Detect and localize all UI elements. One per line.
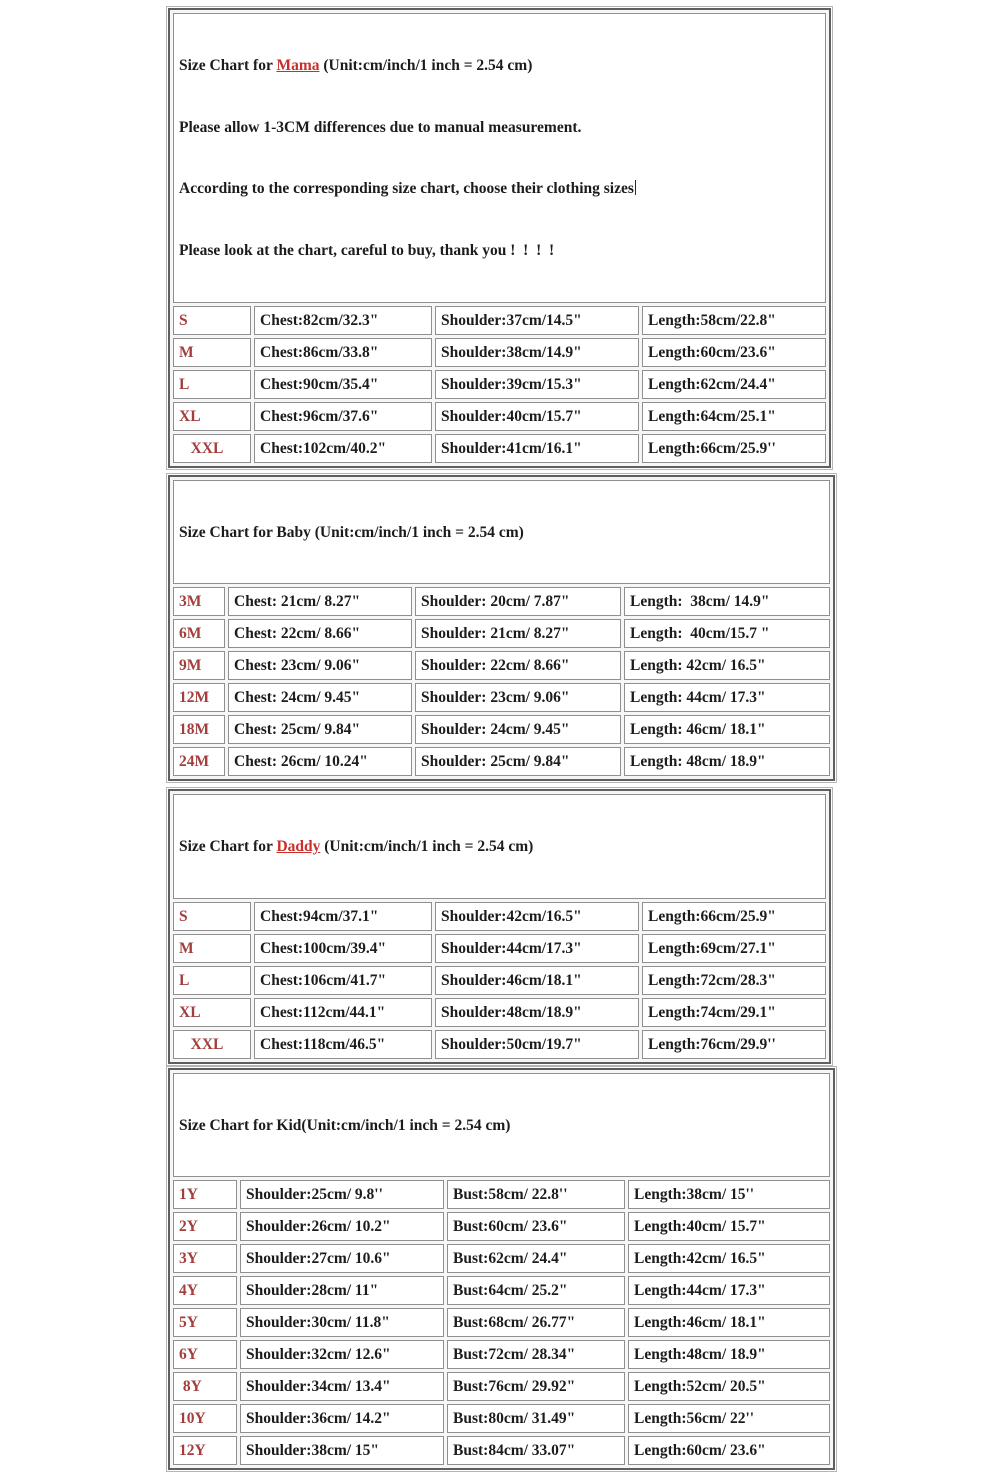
measurement-cell: Bust:80cm/ 31.49" [447,1404,625,1433]
daddy-link: Daddy [276,838,321,855]
table-row [173,370,826,399]
table-row [173,1212,830,1241]
measurement-cell: Shoulder:41cm/16.1" [435,434,639,463]
size-cell: 3M [173,587,225,616]
measurement-cell: Shoulder:34cm/ 13.4" [240,1372,444,1401]
size-cell: S [173,902,251,931]
table-row [173,651,830,680]
measurement-cell: Shoulder:30cm/ 11.8" [240,1308,444,1337]
measurement-cell: Length:76cm/29.9'' [642,1030,826,1059]
note-line: Please allow 1-3CM differences due to manual measurement. [179,118,582,136]
measurement-cell: Length: 44cm/ 17.3" [624,683,830,712]
size-cell: 2Y [173,1212,237,1241]
measurement-cell: Length: 42cm/ 16.5" [624,651,830,680]
measurement-cell: Length: 38cm/ 14.9" [624,587,830,616]
size-cell: 9M [173,651,225,680]
size-cell: L [173,966,251,995]
table-row [173,747,830,776]
measurement-cell: Bust:64cm/ 25.2" [447,1276,625,1305]
measurement-cell: Length:48cm/ 18.9" [628,1340,830,1369]
measurement-cell: Shoulder:27cm/ 10.6" [240,1244,444,1273]
measurement-cell: Length:66cm/25.9" [642,902,826,931]
table-title: Size Chart for Baby (Unit:cm/inch/1 inch = 2.54 cm) [179,523,524,541]
note-text: According to the corresponding size chart, choose their clothing sizes [179,180,634,198]
measurement-cell: Length:64cm/25.1" [642,402,826,431]
measurement-cell: Length: 46cm/ 18.1" [624,715,830,744]
measurement-cell: Bust:60cm/ 23.6" [447,1212,625,1241]
measurement-cell: Chest:102cm/40.2" [254,434,432,463]
size-cell: 6M [173,619,225,648]
measurement-cell: Chest:82cm/32.3" [254,306,432,335]
table-row [173,402,826,431]
measurement-cell: Length:58cm/22.8" [642,306,826,335]
measurement-cell: Shoulder:38cm/ 15" [240,1436,444,1465]
size-cell: L [173,370,251,399]
measurement-cell: Length:52cm/ 20.5" [628,1372,830,1401]
measurement-cell: Length:72cm/28.3" [642,966,826,995]
table-header-row [173,1073,830,1178]
measurement-cell: Length:66cm/25.9'' [642,434,826,463]
table-row [173,1030,826,1059]
text-cursor-icon [635,180,636,195]
measurement-cell: Shoulder:46cm/18.1" [435,966,639,995]
measurement-cell: Shoulder:28cm/ 11" [240,1276,444,1305]
measurement-cell: Length:40cm/ 15.7" [628,1212,830,1241]
table-row [173,434,826,463]
measurement-cell: Shoulder:36cm/ 14.2" [240,1404,444,1433]
measurement-cell: Shoulder:38cm/14.9" [435,338,639,367]
measurement-cell: Length:42cm/ 16.5" [628,1244,830,1273]
size-cell: M [173,338,251,367]
measurement-cell: Chest:112cm/44.1" [254,998,432,1027]
measurement-cell: Length:62cm/24.4" [642,370,826,399]
measurement-cell: Length:46cm/ 18.1" [628,1308,830,1337]
table-row [173,1340,830,1369]
table-row [173,619,830,648]
size-table-daddy [168,789,831,1064]
measurement-cell: Shoulder:32cm/ 12.6" [240,1340,444,1369]
table-row [173,1308,830,1337]
size-cell: 10Y [173,1404,237,1433]
table-header-cell [173,794,826,899]
title-prefix: Size Chart for [179,838,277,855]
measurement-cell: Chest:118cm/46.5" [254,1030,432,1059]
measurement-cell: Shoulder: 23cm/ 9.06" [415,683,621,712]
measurement-cell: Bust:72cm/ 28.34" [447,1340,625,1369]
size-cell: XXL [173,434,251,463]
table-title [179,835,821,858]
measurement-cell: Chest:86cm/33.8" [254,338,432,367]
table-row [173,966,826,995]
table-row [173,1180,830,1209]
measurement-cell: Chest: 25cm/ 9.84" [228,715,412,744]
size-cell: 6Y [173,1340,237,1369]
size-cell: XL [173,402,251,431]
table-header-cell [173,13,826,303]
measurement-cell: Length: 40cm/15.7 " [624,619,830,648]
measurement-cell: Length:56cm/ 22'' [628,1404,830,1433]
table-header-row [173,794,826,899]
measurement-cell: Bust:68cm/ 26.77" [447,1308,625,1337]
measurement-cell: Length: 48cm/ 18.9" [624,747,830,776]
measurement-cell: Chest:100cm/39.4" [254,934,432,963]
table-row [173,1372,830,1401]
size-cell: 1Y [173,1180,237,1209]
measurement-cell: Shoulder:25cm/ 9.8'' [240,1180,444,1209]
note-line [179,177,821,200]
measurement-cell: Chest: 21cm/ 8.27" [228,587,412,616]
size-cell: XL [173,998,251,1027]
table-row [173,306,826,335]
measurement-cell: Length:60cm/ 23.6" [628,1436,830,1465]
title-suffix: (Unit:cm/inch/1 inch = 2.54 cm) [320,838,534,855]
measurement-cell: Length:38cm/ 15'' [628,1180,830,1209]
table-row [173,1244,830,1273]
measurement-cell: Bust:84cm/ 33.07" [447,1436,625,1465]
measurement-cell: Length:44cm/ 17.3" [628,1276,830,1305]
table-header-row [173,480,830,585]
table-row [173,902,826,931]
measurement-cell: Chest:106cm/41.7" [254,966,432,995]
table-row [173,1436,830,1465]
table-row [173,683,830,712]
measurement-cell: Shoulder:44cm/17.3" [435,934,639,963]
measurement-cell: Chest: 23cm/ 9.06" [228,651,412,680]
measurement-cell: Shoulder:48cm/18.9" [435,998,639,1027]
size-table-baby [168,475,835,782]
measurement-cell: Shoulder: 22cm/ 8.66" [415,651,621,680]
table-row [173,934,826,963]
table-title [179,54,821,77]
measurement-cell: Bust:62cm/ 24.4" [447,1244,625,1273]
table-header-row [173,13,826,303]
size-table-mama [168,8,831,468]
table-row [173,587,830,616]
table-header-cell [173,1073,830,1178]
measurement-cell: Length:69cm/27.1" [642,934,826,963]
title-suffix: (Unit:cm/inch/1 inch = 2.54 cm) [319,56,533,74]
measurement-cell: Shoulder:39cm/15.3" [435,370,639,399]
measurement-cell: Shoulder:26cm/ 10.2" [240,1212,444,1241]
table-row [173,715,830,744]
size-cell: 18M [173,715,225,744]
table-header-cell [173,480,830,585]
size-cell: 3Y [173,1244,237,1273]
measurement-cell: Shoulder: 25cm/ 9.84" [415,747,621,776]
mama-link: Mama [276,56,320,74]
measurement-cell: Shoulder:40cm/15.7" [435,402,639,431]
size-cell: 8Y [173,1372,237,1401]
table-row [173,1404,830,1433]
size-cell: 5Y [173,1308,237,1337]
size-table-kid [168,1068,835,1471]
measurement-cell: Chest:96cm/37.6" [254,402,432,431]
measurement-cell: Shoulder: 21cm/ 8.27" [415,619,621,648]
table-row [173,338,826,367]
measurement-cell: Chest: 22cm/ 8.66" [228,619,412,648]
tables-stack [168,8,835,1478]
size-cell: M [173,934,251,963]
table-row [173,1276,830,1305]
size-cell: XXL [173,1030,251,1059]
measurement-cell: Chest: 26cm/ 10.24" [228,747,412,776]
measurement-cell: Shoulder: 24cm/ 9.45" [415,715,621,744]
measurement-cell: Bust:76cm/ 29.92" [447,1372,625,1401]
table-row [173,998,826,1027]
size-cell: 24M [173,747,225,776]
measurement-cell: Shoulder:50cm/19.7" [435,1030,639,1059]
measurement-cell: Chest:90cm/35.4" [254,370,432,399]
table-title: Size Chart for Kid(Unit:cm/inch/1 inch = 2.54 cm) [179,1116,511,1134]
size-cell: S [173,306,251,335]
measurement-cell: Chest: 24cm/ 9.45" [228,683,412,712]
size-cell: 4Y [173,1276,237,1305]
measurement-cell: Bust:58cm/ 22.8'' [447,1180,625,1209]
size-cell: 12M [173,683,225,712]
measurement-cell: Shoulder:42cm/16.5" [435,902,639,931]
measurement-cell: Shoulder:37cm/14.5" [435,306,639,335]
title-prefix: Size Chart for [179,56,277,74]
size-cell: 12Y [173,1436,237,1465]
note-line: Please look at the chart, careful to buy, thank you ! ! ! ! [179,242,555,259]
measurement-cell: Shoulder: 20cm/ 7.87" [415,587,621,616]
measurement-cell: Length:74cm/29.1" [642,998,826,1027]
measurement-cell: Chest:94cm/37.1" [254,902,432,931]
measurement-cell: Length:60cm/23.6" [642,338,826,367]
